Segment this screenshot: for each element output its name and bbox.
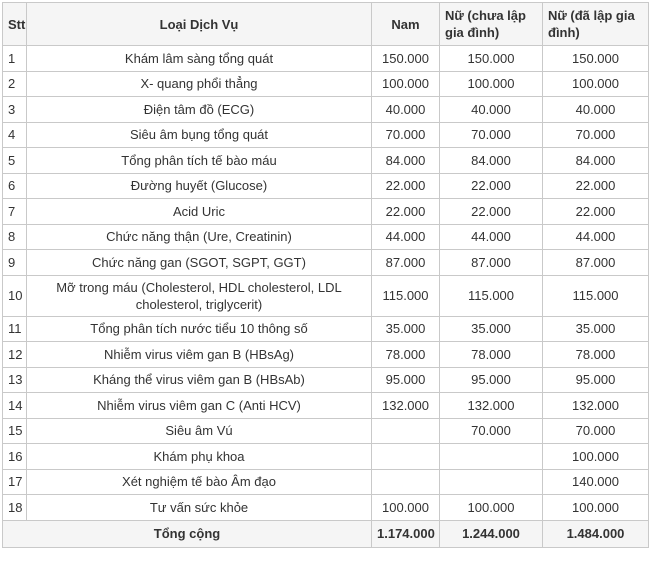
row-price-female-unmarried: 44.000 — [440, 224, 543, 250]
row-stt: 3 — [3, 97, 27, 123]
row-price-male: 87.000 — [372, 250, 440, 276]
row-stt: 10 — [3, 275, 27, 316]
row-price-male — [372, 418, 440, 444]
table-row — [3, 224, 649, 250]
price-table — [2, 2, 649, 548]
row-price-female-married: 100.000 — [543, 444, 649, 470]
row-stt: 5 — [3, 148, 27, 174]
table-row — [3, 342, 649, 368]
table-header-row — [3, 3, 649, 46]
row-price-male: 22.000 — [372, 173, 440, 199]
row-price-female-unmarried: 115.000 — [440, 275, 543, 316]
header-stt: Stt — [3, 3, 27, 46]
row-service: Chức năng thận (Ure, Creatinin) — [27, 224, 372, 250]
row-price-female-married: 44.000 — [543, 224, 649, 250]
row-price-female-married: 70.000 — [543, 122, 649, 148]
row-price-male: 84.000 — [372, 148, 440, 174]
row-stt: 18 — [3, 495, 27, 521]
row-stt: 16 — [3, 444, 27, 470]
header-service: Loại Dịch Vụ — [27, 3, 372, 46]
row-stt: 15 — [3, 418, 27, 444]
row-price-male — [372, 444, 440, 470]
table-row — [3, 393, 649, 419]
row-service: Acid Uric — [27, 199, 372, 225]
row-price-male: 100.000 — [372, 71, 440, 97]
row-service: Mỡ trong máu (Cholesterol, HDL cholesterol, LDL cholesterol, triglycerit) — [27, 275, 372, 316]
row-service: Siêu âm Vú — [27, 418, 372, 444]
table-row — [3, 367, 649, 393]
row-price-male: 95.000 — [372, 367, 440, 393]
row-service: X- quang phổi thẳng — [27, 71, 372, 97]
row-price-female-married: 150.000 — [543, 46, 649, 72]
row-stt: 4 — [3, 122, 27, 148]
row-price-female-married: 132.000 — [543, 393, 649, 419]
row-service: Siêu âm bụng tổng quát — [27, 122, 372, 148]
row-price-male: 150.000 — [372, 46, 440, 72]
row-price-female-unmarried — [440, 444, 543, 470]
total-label: Tổng cộng — [3, 520, 372, 547]
table-row — [3, 199, 649, 225]
row-price-female-unmarried — [440, 469, 543, 495]
row-price-male: 70.000 — [372, 122, 440, 148]
row-price-female-unmarried: 84.000 — [440, 148, 543, 174]
total-female-married: 1.484.000 — [543, 520, 649, 547]
table-row — [3, 469, 649, 495]
table-row — [3, 316, 649, 342]
row-price-female-unmarried: 100.000 — [440, 495, 543, 521]
row-price-female-unmarried: 132.000 — [440, 393, 543, 419]
total-row — [3, 520, 649, 547]
row-price-male: 132.000 — [372, 393, 440, 419]
row-stt: 9 — [3, 250, 27, 276]
row-service: Khám phụ khoa — [27, 444, 372, 470]
row-price-female-married: 95.000 — [543, 367, 649, 393]
row-service: Nhiễm virus viêm gan B (HBsAg) — [27, 342, 372, 368]
row-service: Điện tâm đồ (ECG) — [27, 97, 372, 123]
row-price-male — [372, 469, 440, 495]
row-price-female-married: 115.000 — [543, 275, 649, 316]
table-row — [3, 46, 649, 72]
row-service: Tư vấn sức khỏe — [27, 495, 372, 521]
row-price-female-married: 40.000 — [543, 97, 649, 123]
header-male: Nam — [372, 3, 440, 46]
row-service: Tổng phân tích nước tiểu 10 thông số — [27, 316, 372, 342]
row-service: Tổng phân tích tế bào máu — [27, 148, 372, 174]
row-service: Kháng thể virus viêm gan B (HBsAb) — [27, 367, 372, 393]
row-stt: 13 — [3, 367, 27, 393]
table-row — [3, 97, 649, 123]
header-female-unmarried: Nữ (chưa lập gia đình) — [440, 3, 543, 46]
row-stt: 7 — [3, 199, 27, 225]
row-price-male: 78.000 — [372, 342, 440, 368]
row-price-female-married: 87.000 — [543, 250, 649, 276]
row-stt: 17 — [3, 469, 27, 495]
row-stt: 14 — [3, 393, 27, 419]
table-row — [3, 418, 649, 444]
table-row — [3, 495, 649, 521]
table-row — [3, 173, 649, 199]
total-female-unmarried: 1.244.000 — [440, 520, 543, 547]
row-price-female-unmarried: 22.000 — [440, 173, 543, 199]
row-price-male: 44.000 — [372, 224, 440, 250]
row-price-male: 35.000 — [372, 316, 440, 342]
table-row — [3, 444, 649, 470]
row-price-male: 40.000 — [372, 97, 440, 123]
table-row — [3, 250, 649, 276]
row-price-female-married: 22.000 — [543, 173, 649, 199]
row-service: Đường huyết (Glucose) — [27, 173, 372, 199]
row-stt: 6 — [3, 173, 27, 199]
row-service: Khám lâm sàng tổng quát — [27, 46, 372, 72]
table-row — [3, 275, 649, 316]
row-stt: 2 — [3, 71, 27, 97]
row-price-female-unmarried: 35.000 — [440, 316, 543, 342]
row-service: Chức năng gan (SGOT, SGPT, GGT) — [27, 250, 372, 276]
row-price-female-unmarried: 150.000 — [440, 46, 543, 72]
row-service: Nhiễm virus viêm gan C (Anti HCV) — [27, 393, 372, 419]
row-price-female-married: 140.000 — [543, 469, 649, 495]
row-price-female-married: 22.000 — [543, 199, 649, 225]
table-row — [3, 122, 649, 148]
total-male: 1.174.000 — [372, 520, 440, 547]
row-price-female-married: 78.000 — [543, 342, 649, 368]
row-price-female-unmarried: 87.000 — [440, 250, 543, 276]
row-price-female-unmarried: 78.000 — [440, 342, 543, 368]
row-service: Xét nghiệm tế bào Âm đạo — [27, 469, 372, 495]
row-price-female-unmarried: 70.000 — [440, 122, 543, 148]
table-row — [3, 148, 649, 174]
row-price-female-married: 100.000 — [543, 71, 649, 97]
row-price-female-unmarried: 22.000 — [440, 199, 543, 225]
header-female-married: Nữ (đã lập gia đình) — [543, 3, 649, 46]
row-stt: 12 — [3, 342, 27, 368]
table-row — [3, 71, 649, 97]
row-price-female-unmarried: 100.000 — [440, 71, 543, 97]
row-price-female-married: 100.000 — [543, 495, 649, 521]
row-stt: 11 — [3, 316, 27, 342]
row-price-female-unmarried: 40.000 — [440, 97, 543, 123]
row-price-male: 22.000 — [372, 199, 440, 225]
row-price-female-married: 70.000 — [543, 418, 649, 444]
row-price-female-unmarried: 70.000 — [440, 418, 543, 444]
row-stt: 8 — [3, 224, 27, 250]
row-price-female-married: 35.000 — [543, 316, 649, 342]
row-price-female-unmarried: 95.000 — [440, 367, 543, 393]
row-stt: 1 — [3, 46, 27, 72]
row-price-female-married: 84.000 — [543, 148, 649, 174]
row-price-male: 115.000 — [372, 275, 440, 316]
row-price-male: 100.000 — [372, 495, 440, 521]
table-body — [3, 46, 649, 521]
